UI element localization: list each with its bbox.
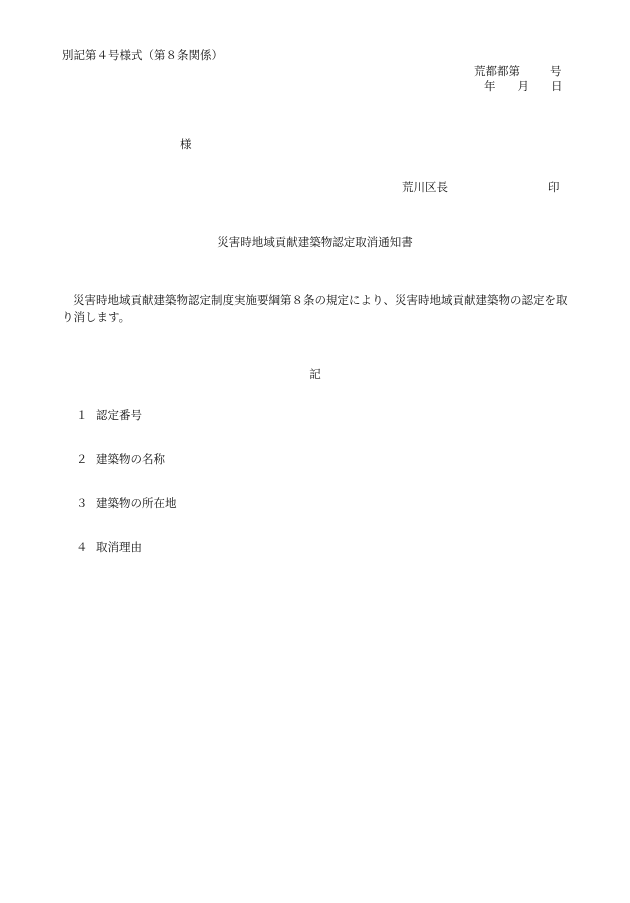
date-day: 日 (551, 79, 563, 93)
reference-number (474, 64, 562, 80)
item-number: ２ (76, 452, 88, 466)
date-month: 月 (517, 79, 529, 93)
ki-heading: 記 (309, 367, 321, 381)
item-number: ３ (76, 496, 88, 510)
list-item (76, 540, 142, 556)
item-label: 認定番号 (96, 408, 142, 422)
form-label: 別記第４号様式（第８条関係） (62, 48, 223, 62)
issue-date (484, 79, 563, 95)
item-label: 建築物の所在地 (96, 496, 177, 510)
reference-suffix: 号 (550, 64, 562, 78)
item-label: 建築物の名称 (96, 452, 165, 466)
date-year: 年 (484, 79, 496, 93)
list-item (76, 452, 165, 468)
list-item (76, 496, 177, 512)
recipient-honorific: 様 (180, 137, 192, 151)
issuer-name: 荒川区長 (402, 180, 448, 194)
issuer (402, 180, 560, 196)
item-number: １ (76, 408, 88, 422)
document-title: 災害時地域貢献建築物認定取消通知書 (217, 235, 413, 249)
item-label: 取消理由 (96, 540, 142, 554)
reference-prefix: 荒都都第 (474, 64, 520, 78)
list-item (76, 408, 142, 424)
seal-mark: 印 (548, 180, 560, 194)
item-number: ４ (76, 540, 88, 554)
body-text: 災害時地域貢献建築物認定制度実施要綱第８条の規定により、災害時地域貢献建築物の認定を取り消します。 (62, 293, 568, 324)
